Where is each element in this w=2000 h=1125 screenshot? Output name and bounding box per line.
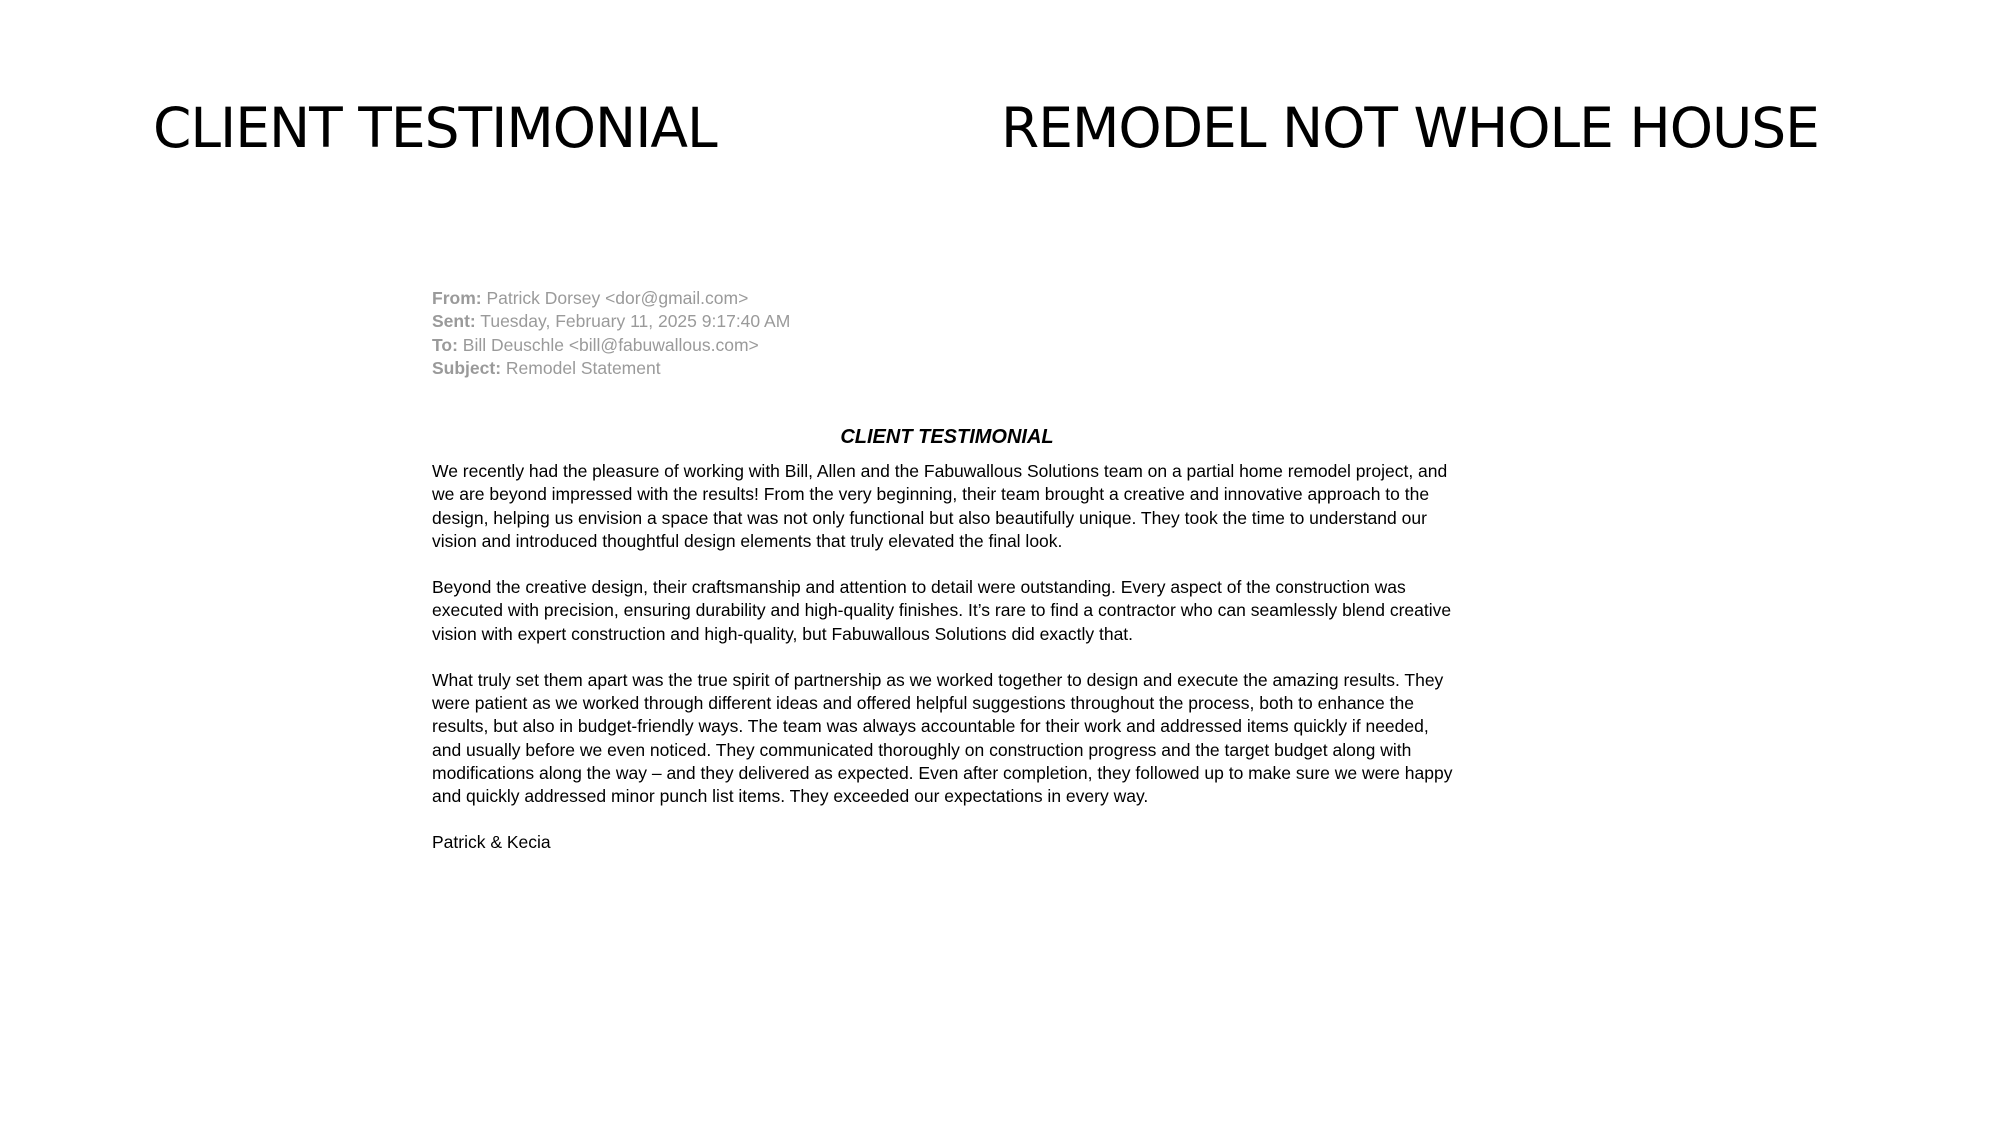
email-sent-line bbox=[432, 310, 1462, 333]
testimonial-signature: Patrick & Kecia bbox=[432, 832, 551, 853]
slide-title-left: CLIENT TESTIMONIAL bbox=[153, 96, 717, 160]
email-from-line bbox=[432, 287, 1462, 310]
subject-label: Subject: bbox=[432, 357, 502, 378]
testimonial-body bbox=[432, 460, 1462, 854]
email-header bbox=[432, 287, 1462, 380]
testimonial-paragraph-3: What truly set them apart was the true spirit of partnership as we worked together to design and execute the amazing results. They were patient as we worked through different ideas and offered helpful suggestions throughout the process, both to enhance the results, but also in budget-friendly ways. The team was always accountable for their work and addressed items quickly if needed, and usually before we even noticed. They communicated thoroughly on construction progress and the target budget along with modifications along the way – and they delivered as expected. Even after completion, they followed up to make sure we were happy and quickly addressed minor punch list items. They exceeded our expectations in every way. bbox=[432, 669, 1453, 806]
testimonial-paragraph-2: Beyond the creative design, their craftsmanship and attention to detail were outstanding. Every aspect of the construction was executed with precision, ensuring durability and high-quality finishes. It’s rare to find a contractor who can seamlessly blend creative vision with expert construction and high-quality, but Fabuwallous Solutions did exactly that. bbox=[432, 577, 1452, 644]
subject-value: Remodel Statement bbox=[505, 357, 661, 378]
testimonial-title: CLIENT TESTIMONIAL bbox=[840, 426, 1054, 449]
from-value: Patrick Dorsey <dor@gmail.com> bbox=[486, 288, 749, 308]
sent-label: Sent: bbox=[432, 311, 476, 332]
email-message bbox=[432, 287, 1462, 855]
slide-title-right: REMODEL NOT WHOLE HOUSE bbox=[1001, 96, 1819, 160]
to-value: Bill Deuschle <bill@fabuwallous.com> bbox=[462, 334, 759, 355]
to-label: To: bbox=[432, 334, 458, 355]
sent-value: Tuesday, February 11, 2025 9:17:40 AM bbox=[480, 311, 791, 332]
email-subject-line bbox=[432, 357, 1462, 380]
email-to-line bbox=[432, 334, 1462, 357]
from-label: From: bbox=[432, 288, 482, 308]
testimonial-paragraph-1: We recently had the pleasure of working with Bill, Allen and the Fabuwallous Solutions team on a partial home remodel project, and we are beyond impressed with the results! From the very beginning, their team brought a creative and innovative approach to the design, helping us envision a space that was not only functional but also beautifully unique. They took the time to understand our vision and introduced thoughtful design elements that truly elevated the final look. bbox=[432, 461, 1448, 551]
